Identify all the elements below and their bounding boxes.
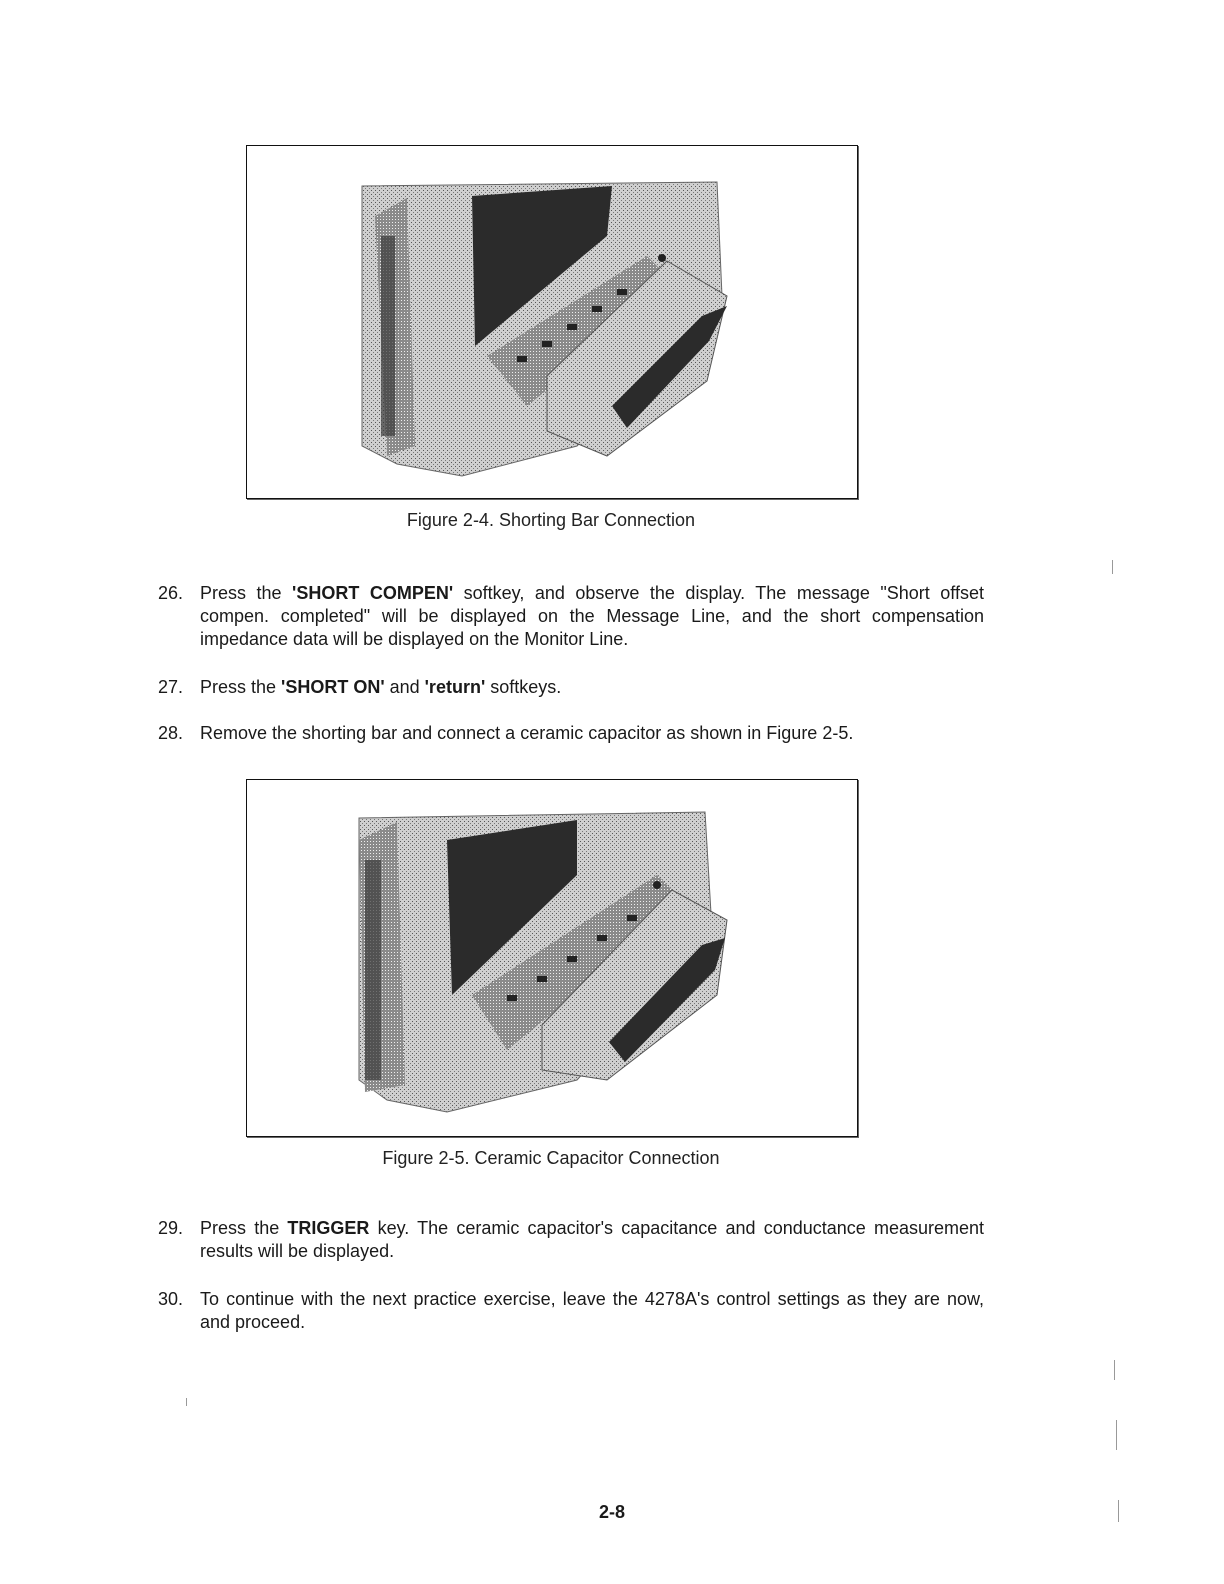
step-number: 26.	[158, 583, 184, 603]
figure-2-4-image	[247, 146, 857, 498]
step-27	[158, 676, 984, 700]
scan-speck	[1116, 1420, 1117, 1450]
step-text: Remove the shorting bar and connect a ceramic capacitor as shown in Figure 2-5.	[200, 723, 854, 743]
trigger-key-label: TRIGGER	[287, 1218, 370, 1238]
figure-2-5-caption: Figure 2-5. Ceramic Capacitor Connection	[382, 1148, 720, 1168]
figure-2-5-image	[247, 780, 857, 1136]
step-30	[158, 1288, 984, 1336]
figure-2-5-frame	[246, 779, 858, 1137]
step-number: 30.	[158, 1289, 184, 1309]
step-text: Press the 'SHORT COMPEN' softkey, and observe the display. The message "Short offset compen. completed" will be displayed on the Message Line, and the short compensation impedance data will be displayed on the Monitor Line.	[200, 583, 984, 649]
step-text: To continue with the next practice exercise, leave the 4278A's control settings as they are now, and proceed.	[200, 1289, 984, 1332]
step-text: Press the TRIGGER key. The ceramic capacitor's capacitance and conductance measurement results will be displayed.	[200, 1218, 985, 1261]
scan-speck	[1114, 1360, 1115, 1380]
step-text: Press the 'SHORT ON' and 'return' softkeys.	[200, 677, 562, 697]
step-number: 27.	[158, 677, 184, 697]
scan-speck	[1112, 560, 1113, 574]
step-number: 28.	[158, 723, 184, 743]
return-softkey-label: 'return'	[424, 677, 486, 697]
step-26	[158, 582, 984, 654]
scan-speck	[1118, 1500, 1119, 1522]
figure-2-4-caption: Figure 2-4. Shorting Bar Connection	[406, 510, 696, 530]
short-on-softkey-label: 'SHORT ON'	[281, 677, 385, 697]
step-29	[158, 1217, 984, 1265]
short-compen-softkey-label: 'SHORT COMPEN'	[292, 583, 454, 603]
scan-speck	[186, 1398, 187, 1406]
figure-2-4-frame	[246, 145, 858, 499]
step-number: 29.	[158, 1218, 184, 1238]
page-number: 2-8	[598, 1502, 625, 1522]
step-28	[158, 722, 984, 746]
